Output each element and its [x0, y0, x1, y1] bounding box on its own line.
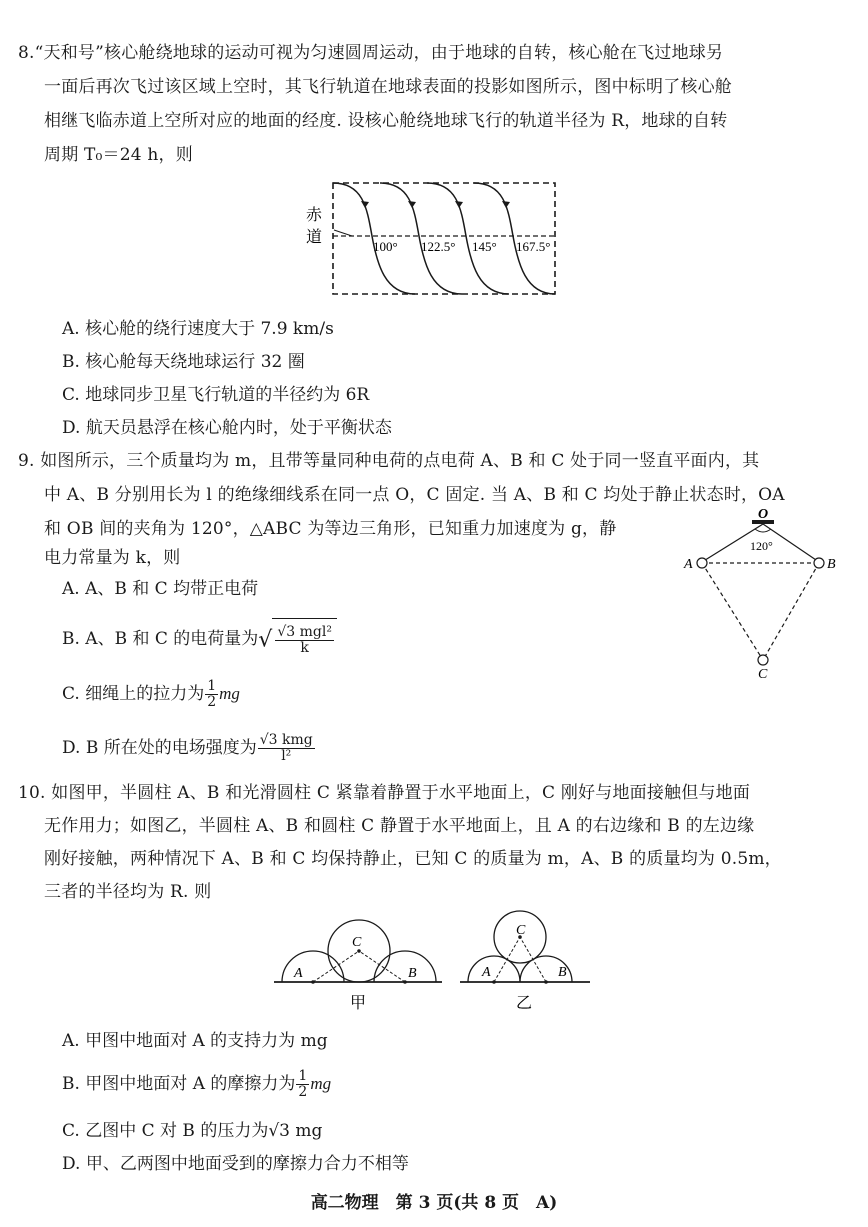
caption-yi: 乙 — [516, 995, 533, 1012]
q10-option-b — [62, 1066, 331, 1102]
longitude-label: 167.5° — [516, 239, 551, 254]
point-o-label: O — [758, 508, 769, 522]
q9-option-c-text: C. 细绳上的拉力为 — [62, 684, 205, 704]
q9-option-c — [62, 676, 240, 712]
label-c: C — [352, 935, 362, 950]
fraction-denominator: 2 — [298, 1084, 308, 1100]
q8-line-1: 8.“天和号”核心舱绕地球的运动可视为匀速圆周运动，由于地球的自转，核心舱在飞过地球另 — [18, 43, 724, 63]
q10-option-c: C. 乙图中 C 对 B 的压力为√3 mg — [62, 1121, 323, 1141]
fraction-numerator: 1 — [207, 678, 217, 694]
fraction-numerator: √3 kmg — [259, 732, 313, 748]
label-a: A — [294, 966, 303, 981]
fraction-denominator: k — [300, 640, 309, 656]
label-a: A — [482, 965, 491, 980]
q10-option-b-text: B. 甲图中地面对 A 的摩擦力为 — [62, 1074, 296, 1094]
q8-line-4: 周期 T₀＝24 h，则 — [44, 145, 193, 165]
fraction-numerator: √3 mgl² — [277, 624, 332, 640]
q8-option-a: A. 核心舱的绕行速度大于 7.9 km/s — [62, 319, 334, 339]
fraction-denominator: l² — [281, 748, 292, 764]
q8-option-d: D. 航天员悬浮在核心舱内时，处于平衡状态 — [62, 418, 392, 438]
page-footer: 高二物理 第 3 页(共 8 页 A) — [310, 1193, 558, 1213]
longitude-label: 122.5° — [421, 239, 456, 254]
q9-line-4: 电力常量为 k，则 — [44, 548, 181, 568]
q9-line-1: 9. 如图所示，三个质量均为 m，且带等量同种电荷的点电荷 A、B 和 C 处于同一竖直平面内，其 — [18, 451, 760, 471]
label-c: C — [516, 923, 526, 938]
caption-jia: 甲 — [350, 995, 367, 1012]
q9-option-d-text: D. B 所在处的电场强度为 — [62, 738, 257, 758]
q10-line-1: 10. 如图甲，半圆柱 A、B 和光滑圆柱 C 紧靠着静置于水平地面上，C 刚好与地面接触但与地面 — [18, 783, 751, 803]
q9-option-d — [62, 730, 316, 766]
q10-figure-yi — [458, 908, 592, 1018]
q8-option-c: C. 地球同步卫星飞行轨道的半径约为 6R — [62, 385, 370, 405]
point-a-label: A — [684, 557, 693, 572]
fraction-denominator: 2 — [207, 694, 217, 710]
q10-option-b-suffix: mg — [310, 1074, 332, 1093]
q8-orbit-figure — [300, 178, 568, 304]
q10-option-d: D. 甲、乙两图中地面受到的摩擦力合力不相等 — [62, 1154, 409, 1174]
point-c-label: C — [758, 667, 768, 682]
q9-line-2: 中 A、B 分别用长为 l 的绝缘细线系在同一点 O，C 固定. 当 A、B 和 C 均处于静止状态时，OA — [44, 485, 785, 505]
fraction-numerator: 1 — [298, 1068, 308, 1084]
label-b: B — [558, 965, 567, 980]
q10-line-4: 三者的半径均为 R. 则 — [44, 882, 212, 902]
q9-line-3: 和 OB 间的夹角为 120°，△ABC 为等边三角形，已知重力加速度为 g，静 — [44, 519, 617, 539]
q9-option-c-suffix: mg — [219, 684, 240, 703]
q10-figure-jia — [272, 910, 444, 1018]
equator-label-2: 道 — [306, 229, 323, 246]
sqrt-expression: √ $\frac{\text{√3 mgl²}}{k}$ — [258, 618, 337, 661]
q10-line-3: 刚好接触，两种情况下 A、B 和 C 均保持静止，已知 C 的质量为 m，A、B 的质量均为 0.5m， — [44, 849, 782, 869]
q10-line-2: 无作用力；如图乙，半圆柱 A、B 和圆柱 C 静置于水平地面上，且 A 的右边缘和 B 的左边缘 — [44, 816, 755, 836]
longitude-label: 100° — [373, 239, 398, 254]
angle-label: 120° — [750, 539, 773, 553]
q10-option-a: A. 甲图中地面对 A 的支持力为 mg — [62, 1031, 328, 1051]
q9-option-b — [62, 618, 337, 661]
equator-label-1: 赤 — [306, 207, 323, 224]
point-b-label: B — [827, 557, 836, 572]
q8-line-3: 相继飞临赤道上空所对应的地面的经度. 设核心舱绕地球飞行的轨道半径为 R，地球的自转 — [44, 111, 728, 131]
q8-line-2: 一面后再次飞过该区域上空时，其飞行轨道在地球表面的投影如图所示，图中标明了核心舱 — [44, 77, 732, 97]
longitude-label: 145° — [472, 239, 497, 254]
q9-charges-figure — [678, 508, 848, 684]
q8-option-b: B. 核心舱每天绕地球运行 32 圈 — [62, 352, 305, 372]
label-b: B — [408, 966, 417, 981]
q9-option-b-text: B. A、B 和 C 的电荷量为 — [62, 628, 259, 649]
q9-option-a: A. A、B 和 C 均带正电荷 — [62, 579, 259, 599]
